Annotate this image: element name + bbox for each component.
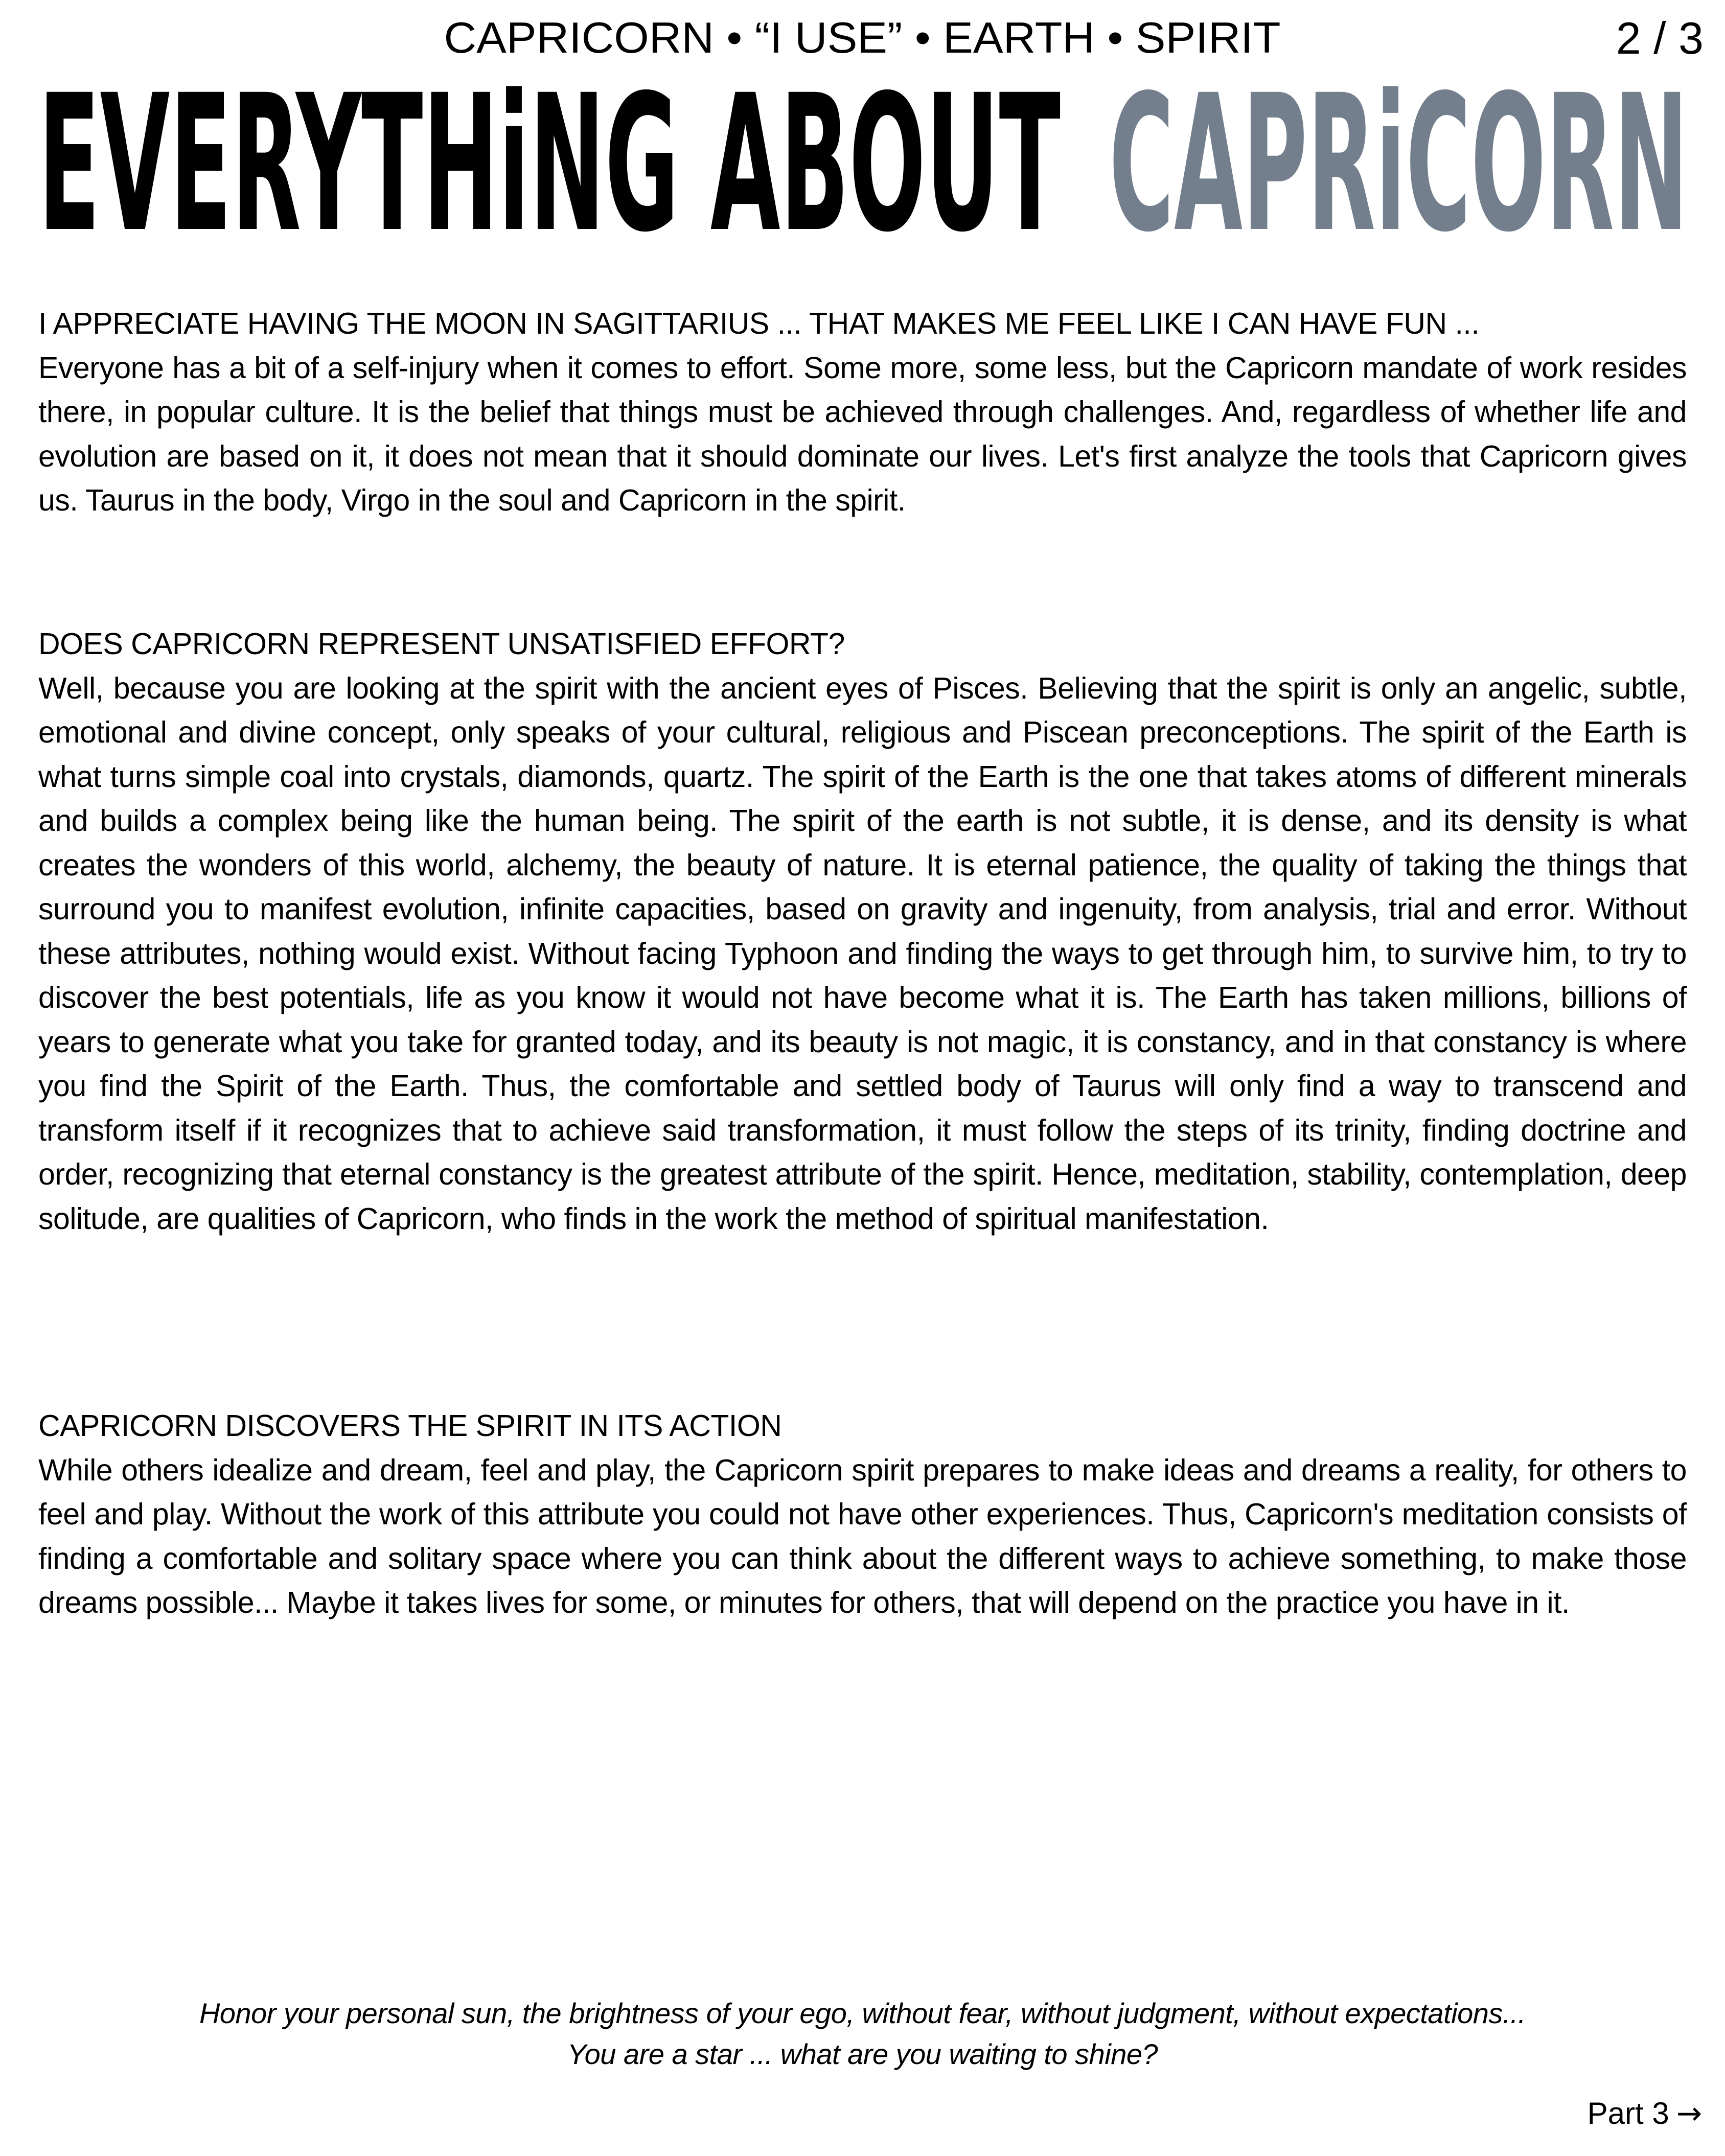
section-moon-in-sagittarius (38, 302, 1687, 523)
section-paragraph: Well, because you are looking at the spirit with the ancient eyes of Pisces. Believing that the spirit is only an angelic, subtle, emotional and divine concept, only speaks of your cultural, religious and Piscean preconceptions. The spirit of the Earth is what turns simple coal into crystals, diamonds, quartz. The spirit of the Earth is the one that takes atoms of different minerals and builds a complex being like the human being. The spirit of the earth is not subtle, it is dense, and its density is what creates the wonders of this world, alchemy, the beauty of nature. It is eternal patience, the quality of taking the things that surround you to manifest evolution, infinite capacities, based on gravity and ingenuity, from analysis, trial and error. Without these attributes, nothing would exist. Without facing Typhoon and finding the ways to get through him, to survive him, to try to discover the best potentials, life as you know it would not have become what it is. The Earth has taken millions, billions of years to generate what you take for granted today, and its beauty is not magic, it is constancy, and in that constancy is where you find the Spirit of the Earth. Thus, the comfortable and settled body of Taurus will only find a way to transcend and transform itself if it recognizes that to achieve said transformation, it must follow the steps of its trinity, finding doctrine and order, recognizing that eternal constancy is the greatest attribute of the spirit. Hence, meditation, stability, contemplation, deep solitude, are qualities of Capricorn, who finds in the work the method of spiritual manifestation. (38, 671, 1687, 1236)
quote-line-1: Honor your personal sun, the brightness of your ego, without fear, without judgment, without expectations... (199, 1997, 1526, 2029)
section-paragraph: Everyone has a bit of a self-injury when it comes to effort. Some more, some less, but the Capricorn mandate of work resides there, in popular culture. It is the belief that things must be achieved through challenges. And, regardless of whether life and evolution are based on it, it does not mean that it should dominate our lives. Let's first analyze the tools that Capricorn gives us. Taurus in the body, Virgo in the soul and Capricorn in the spirit. (38, 351, 1687, 517)
section-heading: I APPRECIATE HAVING THE MOON IN SAGITTARIUS ... THAT MAKES ME FEEL LIKE I CAN HAVE FUN ... (38, 307, 1480, 340)
arrow-right-icon: → (1676, 2096, 1702, 2131)
page-title-primary-text: EVERYTHiNG ABOUT (38, 54, 1061, 273)
section-heading: DOES CAPRICORN REPRESENT UNSATISFIED EFFORT? (38, 627, 845, 661)
footer-quote (38, 1993, 1687, 2075)
page-number: 2 / 3 (1616, 13, 1704, 63)
next-part-link[interactable] (1588, 2096, 1702, 2131)
section-spirit-in-action (38, 1404, 1687, 1625)
page-title-accent-text: CAPRiCORN (1109, 54, 1688, 273)
next-part-label[interactable]: Part 3 (1587, 2096, 1669, 2130)
section-paragraph: While others idealize and dream, feel and play, the Capricorn spirit prepares to make ideas and dreams a reality, for others to feel and play. Without the work of this attribute you could not have other experiences. Thus, Capricorn's meditation consists of finding a comfortable and solitary space where you can think about the different ways to achieve something, to make those dreams possible... Maybe it takes lives for some, or minutes for others, that will depend on the practice you have in it. (38, 1453, 1687, 1619)
header-breadcrumb-text: CAPRICORN • “I USE” • EARTH • SPIRIT (444, 14, 1281, 62)
page-title-accent (1109, 54, 1725, 273)
quote-line-2: You are a star ... what are you waiting to shine? (567, 2038, 1158, 2070)
section-heading: CAPRICORN DISCOVERS THE SPIRIT IN ITS ACTION (38, 1409, 782, 1443)
section-unsatisfied-effort (38, 622, 1687, 1241)
